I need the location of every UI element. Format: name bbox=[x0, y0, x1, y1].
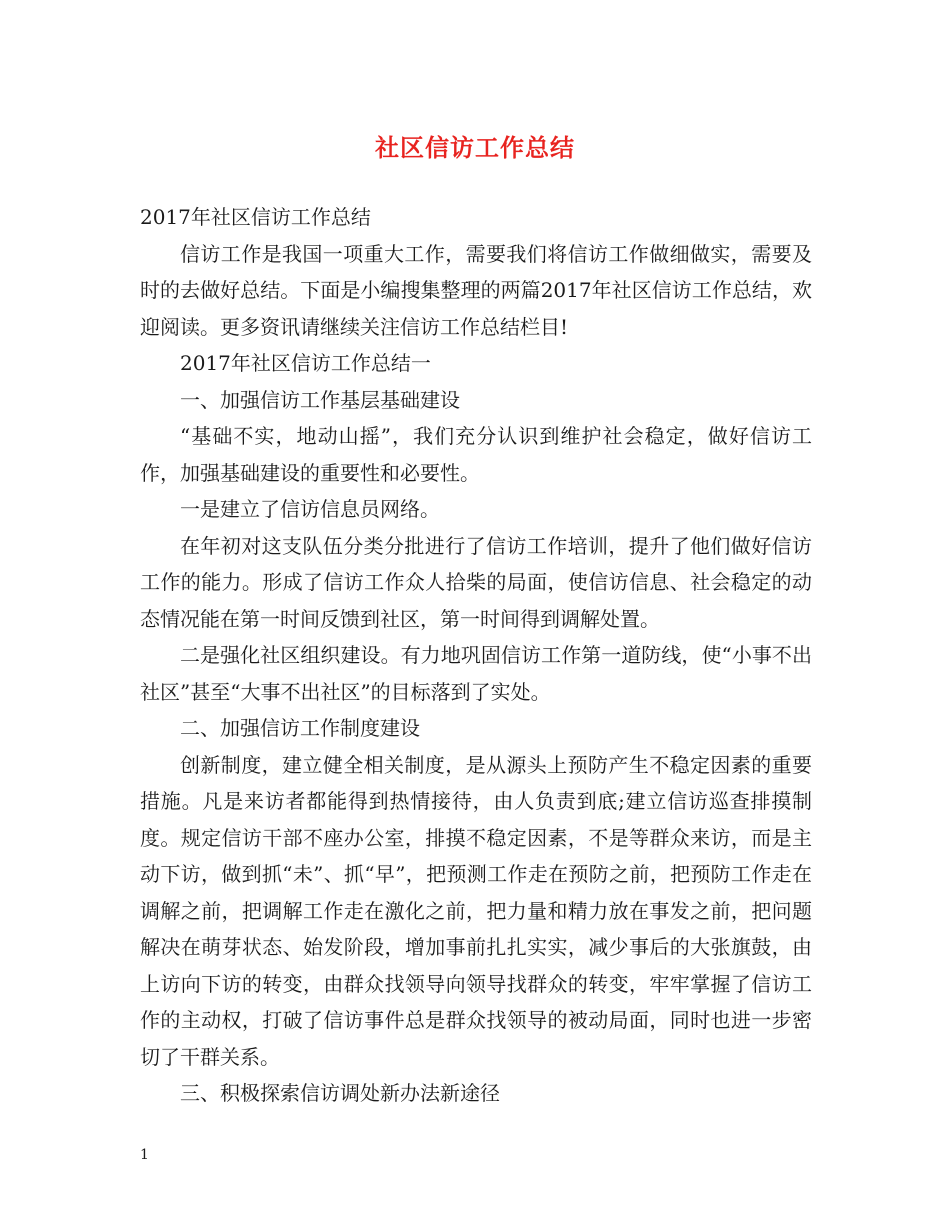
paragraph-body: 创新制度，建立健全相关制度，是从源头上预防产生不稳定因素的重要措施。凡是来访者都能得到热情接待，由人负责到底;建立信访巡查排摸制度。规定信访干部不座办公室，排摸不稳定因素，不是等群众来访，而是主动下访，做到抓“未”、抓“早”，把预测工作走在预防之前，把预防工作走在调解之前，把调解工作走在激化之前，把力量和精力放在事发之前，把问题解决在萌芽状态、始发阶段，增加事前扎扎实实，减少事后的大张旗鼓，由上访向下访的转变，由群众找领导向领导找群众的转变，牢牢掌握了信访工作的主动权，打破了信访事件总是群众找领导的被动局面，同时也进一步密切了干群关系。 bbox=[140, 752, 812, 1069]
paragraph-intro: 信访工作是我国一项重大工作，需要我们将信访工作做细做实，需要及时的去做好总结。下面是小编搜集整理的两篇2017年社区信访工作总结，欢迎阅读。更多资讯请继续关注信访工作总结栏目! bbox=[140, 241, 812, 339]
paragraph-body: 在年初对这支队伍分类分批进行了信访工作培训，提升了他们做好信访工作的能力。形成了信访工作众人拾柴的局面，使信访信息、社会稳定的动态情况能在第一时间反馈到社区，第一时间得到调解处置。 bbox=[140, 533, 812, 631]
paragraph-body: “基础不实，地动山摇”，我们充分认识到维护社会稳定，做好信访工作，加强基础建设的重要性和必要性。 bbox=[140, 424, 812, 485]
paragraph-heading-2: 二、加强信访工作制度建设 bbox=[180, 716, 420, 740]
document-title: 社区信访工作总结 bbox=[375, 133, 575, 162]
paragraph-point: 二是强化社区组织建设。有力地巩固信访工作第一道防线，使“小事不出社区”甚至“大事不出社区”的目标落到了实处。 bbox=[140, 643, 812, 704]
paragraph-subtitle: 2017年社区信访工作总结 bbox=[140, 205, 371, 229]
paragraph-heading-1: 一、加强信访工作基层基础建设 bbox=[180, 387, 460, 412]
page-number: 1 bbox=[140, 1147, 149, 1163]
paragraph-point: 一是建立了信访信息员网络。 bbox=[180, 497, 440, 521]
document-body bbox=[140, 199, 812, 1112]
paragraph-section-heading: 2017年社区信访工作总结一 bbox=[180, 351, 431, 375]
paragraph-heading-3: 三、积极探索信访调处新办法新途径 bbox=[180, 1081, 500, 1105]
